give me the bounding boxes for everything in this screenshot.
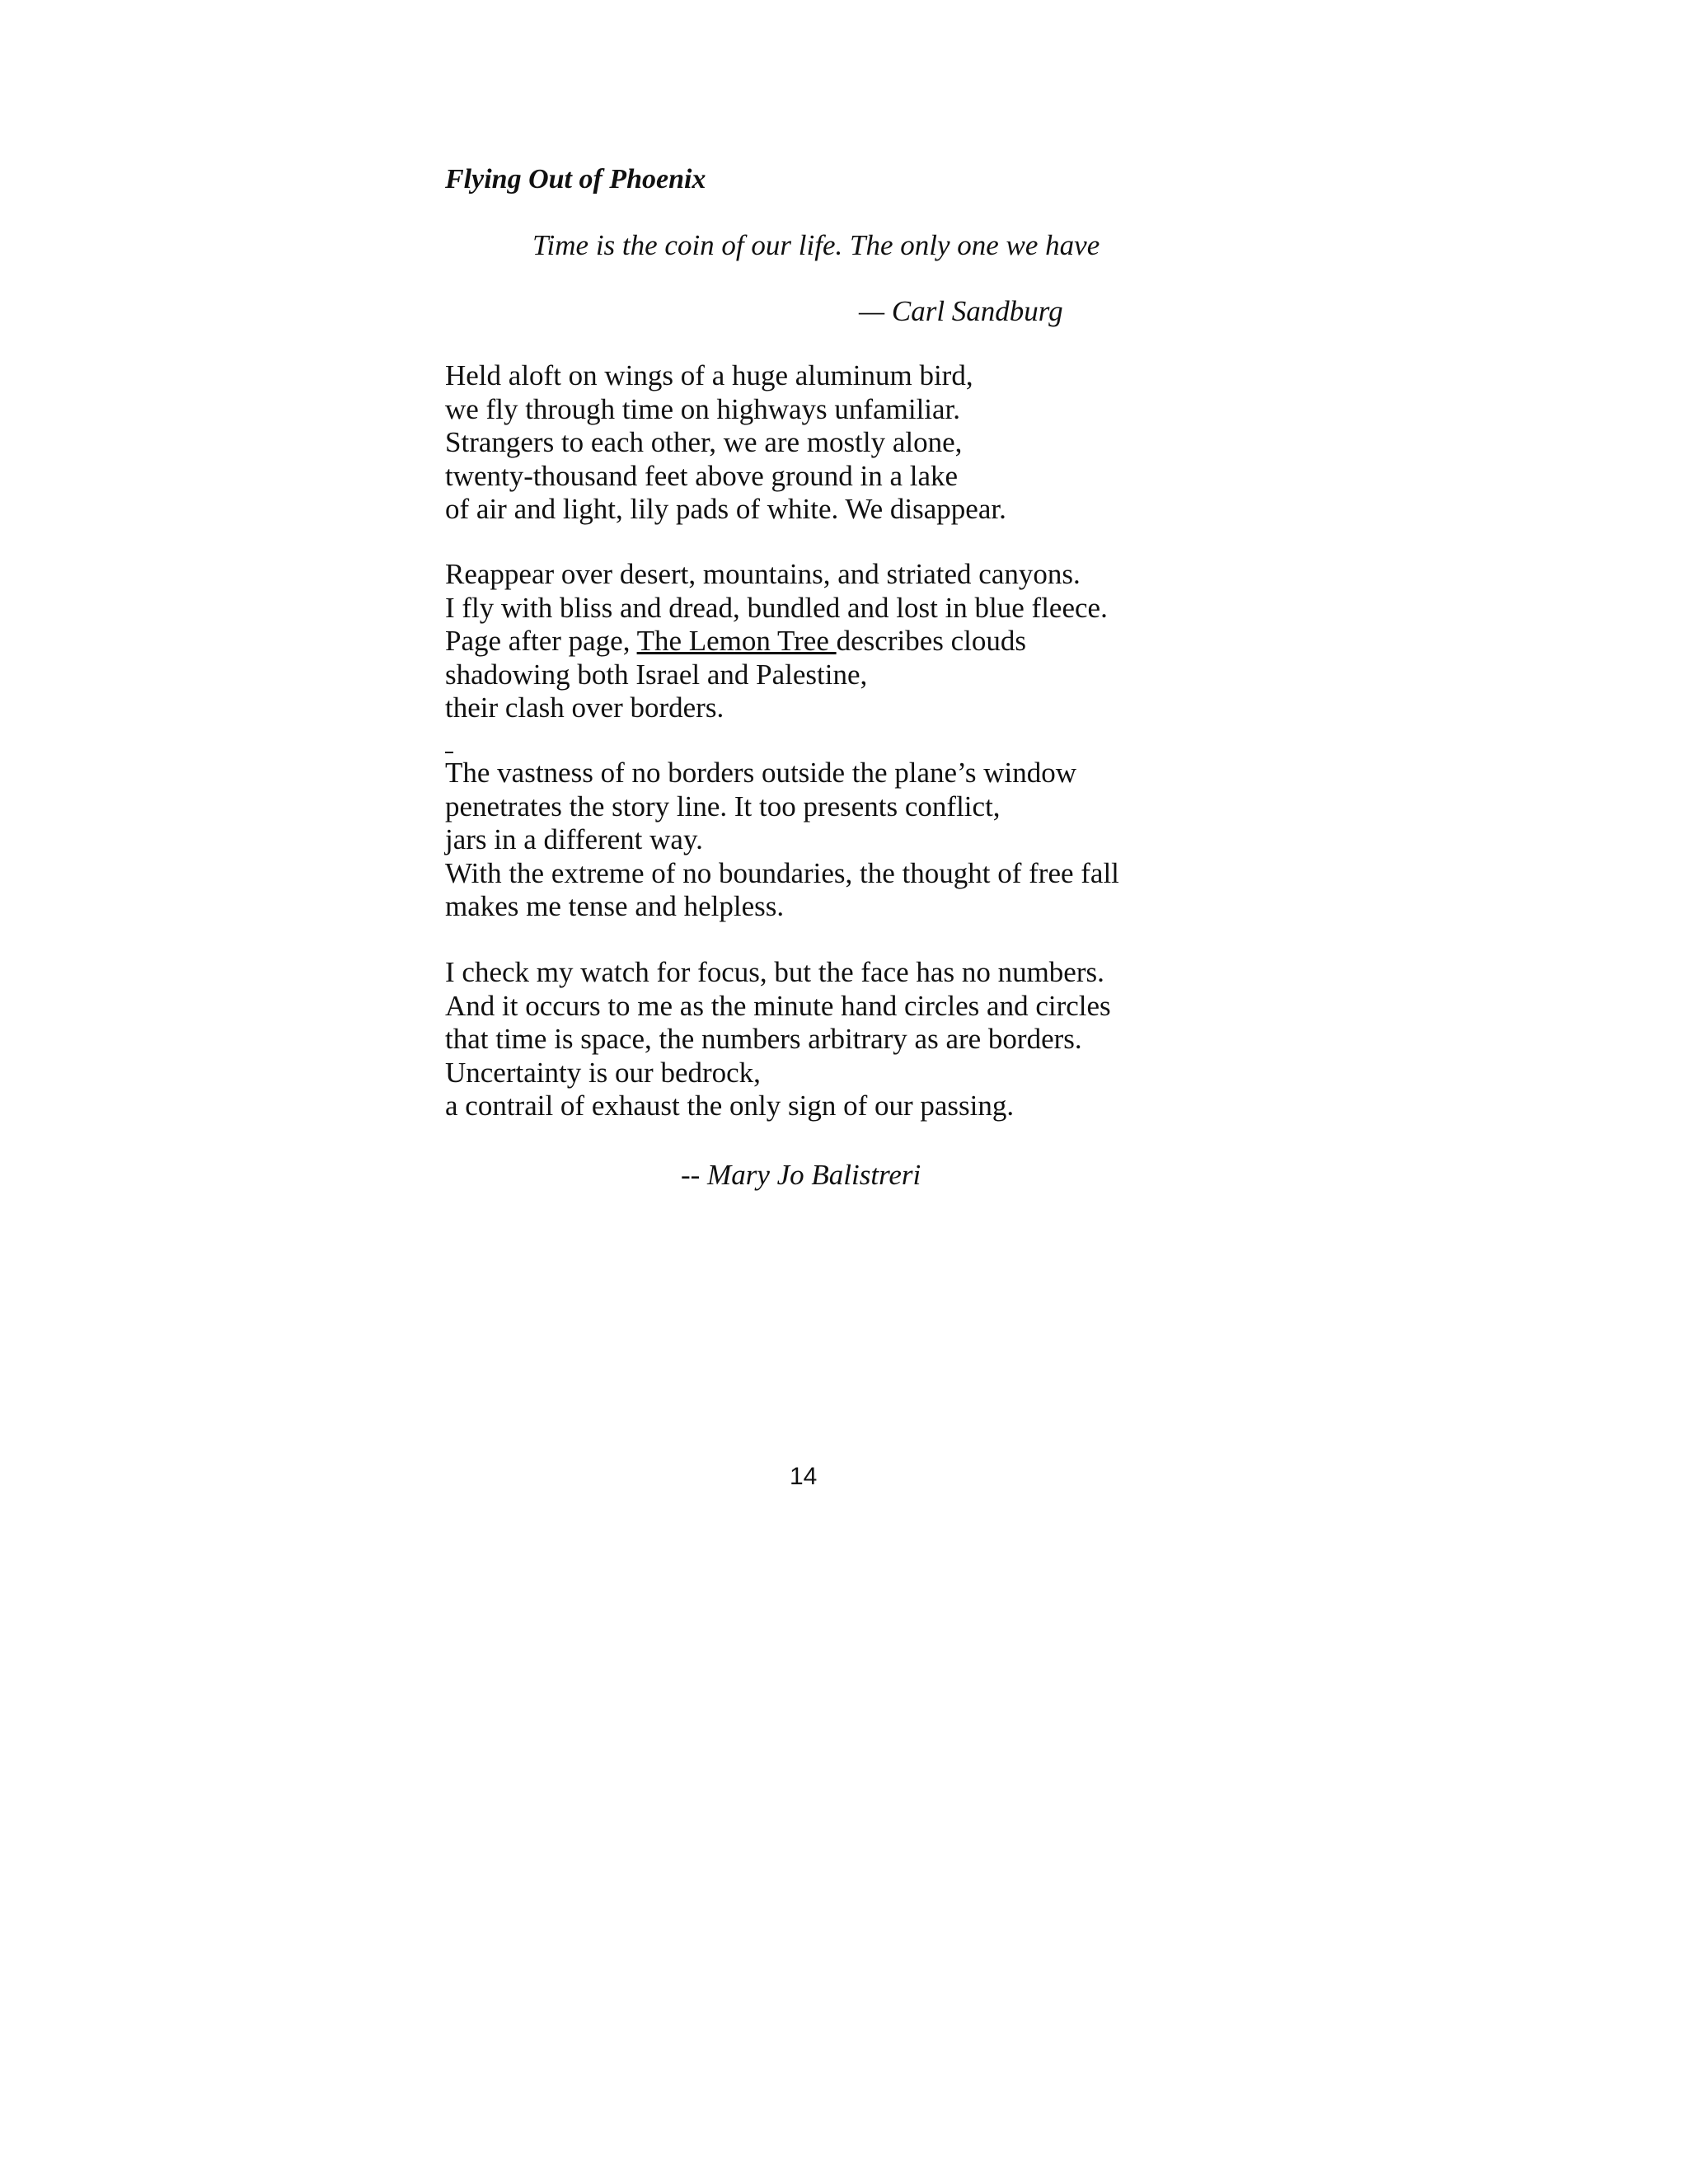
poem-line: Reappear over desert, mountains, and striated canyons. xyxy=(445,558,1081,590)
poem-signature: -- Mary Jo Balistreri xyxy=(681,1159,921,1191)
poem-line: of air and light, lily pads of white. We disappear. xyxy=(445,493,1006,525)
poem-line: The vastness of no borders outside the plane’s window xyxy=(445,757,1076,789)
poem-line: makes me tense and helpless. xyxy=(445,890,785,922)
poem-line: With the extreme of no boundaries, the thought of free fall xyxy=(445,856,1119,889)
poem-title: Flying Out of Phoenix xyxy=(445,164,706,194)
page-number: 14 xyxy=(790,1463,818,1490)
poem-line: jars in a different way. xyxy=(445,823,703,855)
stanza-1 xyxy=(445,359,1006,527)
poem-line: penetrates the story line. It too presents conflict, xyxy=(445,790,1001,823)
poem-line: we fly through time on highways unfamiliar. xyxy=(445,392,961,425)
stanza-2 xyxy=(445,558,1108,725)
poem-line: that time is space, the numbers arbitrary as are borders. xyxy=(445,1023,1082,1055)
stanza-4 xyxy=(445,956,1111,1123)
poem-line: their clash over borders. xyxy=(445,691,724,724)
poem-line-with-book-title xyxy=(445,625,1108,658)
poem-line: I check my watch for focus, but the face has no numbers. xyxy=(445,956,1104,988)
epigraph-attribution: — Carl Sandburg xyxy=(859,295,1063,327)
poem-line: And it occurs to me as the minute hand circles and circles xyxy=(445,989,1111,1022)
poem-line: twenty-thousand feet above ground in a lake xyxy=(445,459,959,492)
line-text-before: Page after page, xyxy=(445,625,637,657)
book-title-underlined: The Lemon Tree xyxy=(636,625,837,657)
poem-line: Strangers to each other, we are mostly alone, xyxy=(445,426,963,458)
stanza-3 xyxy=(445,757,1119,924)
epigraph-quote: Time is the coin of our life. The only one we have xyxy=(532,229,1100,261)
poem-line: shadowing both Israel and Palestine, xyxy=(445,658,868,691)
poem-line: a contrail of exhaust the only sign of our passing. xyxy=(445,1090,1015,1122)
poem-line: I fly with bliss and dread, bundled and lost in blue fleece. xyxy=(445,591,1108,624)
line-text-after: describes clouds xyxy=(836,625,1026,657)
stray-underline-mark xyxy=(445,752,453,753)
poem-line: Uncertainty is our bedrock, xyxy=(445,1056,761,1089)
poem-line: Held aloft on wings of a huge aluminum bird, xyxy=(445,359,973,391)
